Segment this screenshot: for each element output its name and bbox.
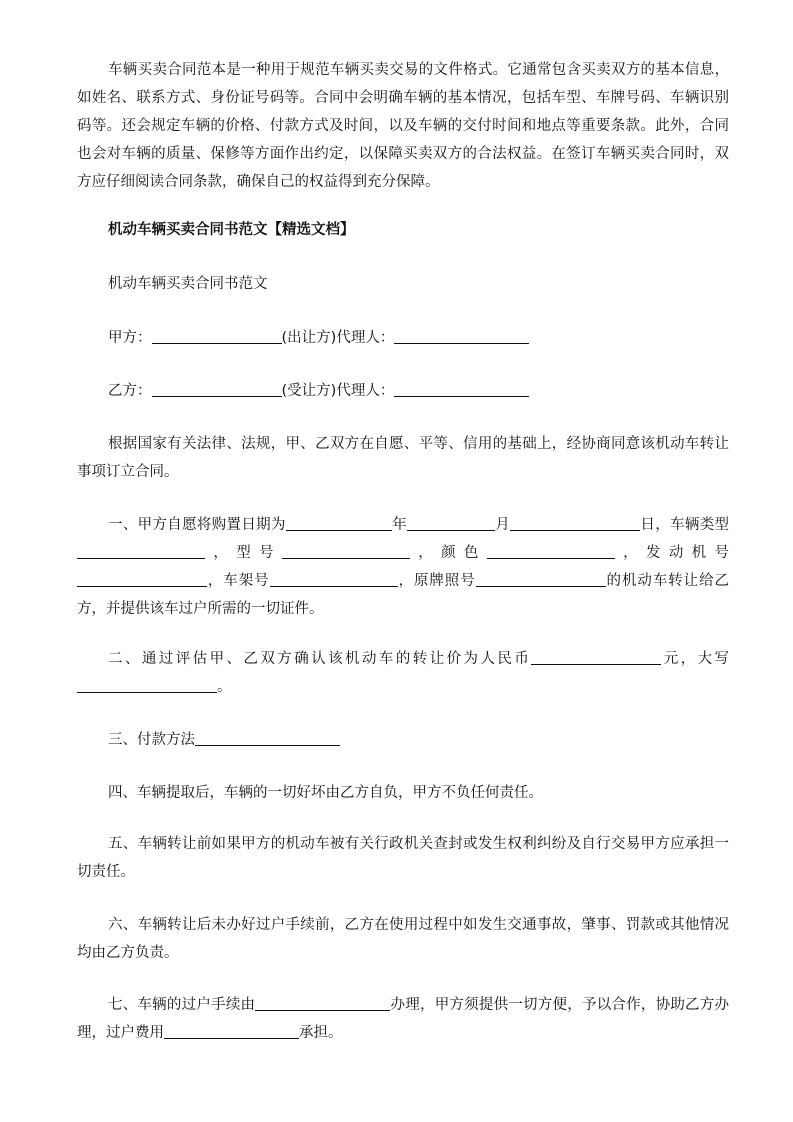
engine-number-label: ，发动机号 [614,545,730,561]
intro-paragraph: 车辆买卖合同范本是一种用于规范车辆买卖交易的文件格式。它通常包含买卖双方的基本信息，如姓名、联系方式、身份证号码等。合同中会明确车辆的基本情况，包括车型、车牌号码、车辆识别码等。还会规定车辆的价格、付款方式及时间，以及车辆的交付时间和地点等重要条款。此外，合同也会对车辆的质量、保修等方面作出约定，以保障买卖双方的合法权益。在签订车辆买卖合同时，双方应仔细阅读合同条款，确保自己的权益得到充分保障。 [77,62,729,190]
model-blank[interactable] [282,544,410,560]
purchase-year-blank[interactable] [286,516,392,532]
engine-number-blank[interactable] [77,572,207,588]
party-b-label: 乙方： [108,383,152,399]
preamble-paragraph: 根据国家有关法律、法规，甲、乙双方在自愿、平等、信用的基础上，经协商同意该机动车转让事项订立合同。 [77,436,729,480]
clause-7-middle: 办理，甲方须提供一切方便，予以合作，协助乙方办理，过户费用 [77,997,730,1041]
month-label: 月 [494,517,511,533]
party-a-blank[interactable] [152,329,282,345]
vehicle-type-blank[interactable] [77,544,205,560]
price-uppercase-blank[interactable] [77,678,217,694]
vehicle-type-label: 日，车辆类型 [640,517,730,533]
model-label: ，型号 [205,545,282,561]
price-uppercase-label: 元，大写 [661,651,730,667]
party-a-label: 甲方： [108,330,152,346]
frame-number-blank[interactable] [270,572,398,588]
price-blank[interactable] [531,650,661,666]
party-b-blank[interactable] [152,382,282,398]
transfer-handler-blank[interactable] [255,996,390,1012]
clause-3-text: 三、付款方法 [108,732,195,748]
party-a-agent-blank[interactable] [394,329,529,345]
clause-1-text: 一、甲方自愿将购置日期为 [108,517,286,533]
party-a-line [108,324,760,352]
clause-6: 六、车辆转让后未办好过户手续前，乙方在使用过程中如发生交通事故，肇事、罚款或其他情况均由乙方负责。 [77,917,729,961]
clause-2 [77,645,729,701]
transfer-fee-payer-blank[interactable] [164,1024,299,1040]
party-b-role: (受让方)代理人： [281,383,395,399]
contract-title: 机动车辆买卖合同书范文 [108,276,268,292]
clause-2-text: 二、通过评估甲、乙双方确认该机动车的转让价为人民币 [108,651,532,667]
clause-7-end: 承担。 [299,1025,343,1041]
party-b-agent-blank[interactable] [394,382,529,398]
clause-4: 四、车辆提取后，车辆的一切好坏由乙方自负，甲方不负任何责任。 [108,785,543,801]
party-b-line [108,377,760,405]
payment-method-blank[interactable] [195,731,340,747]
clause-2-end: 。 [217,679,232,695]
clause-1-end: 的机动车转让给乙方，并提供该车过户所需的一切证件。 [77,573,730,617]
clause-7-text: 七、车辆的过户手续由 [108,997,256,1013]
frame-number-label: ，车架号 [207,573,270,589]
plate-number-blank[interactable] [476,572,606,588]
color-blank[interactable] [487,544,615,560]
clause-1 [77,511,729,623]
plate-number-label: ，原牌照号 [397,573,476,589]
purchase-day-blank[interactable] [510,516,640,532]
clause-5: 五、车辆转让前如果甲方的机动车被有关行政机关查封或发生权利纠纷及自行交易甲方应承担一切责任。 [77,836,729,880]
party-a-role: (出让方)代理人： [281,330,395,346]
clause-7 [77,991,729,1047]
color-label: ，颜色 [409,545,487,561]
year-label: 年 [391,517,407,533]
purchase-month-blank[interactable] [407,516,495,532]
clause-3 [108,726,760,754]
document-heading: 机动车辆买卖合同书范文【精选文档】 [108,222,355,238]
